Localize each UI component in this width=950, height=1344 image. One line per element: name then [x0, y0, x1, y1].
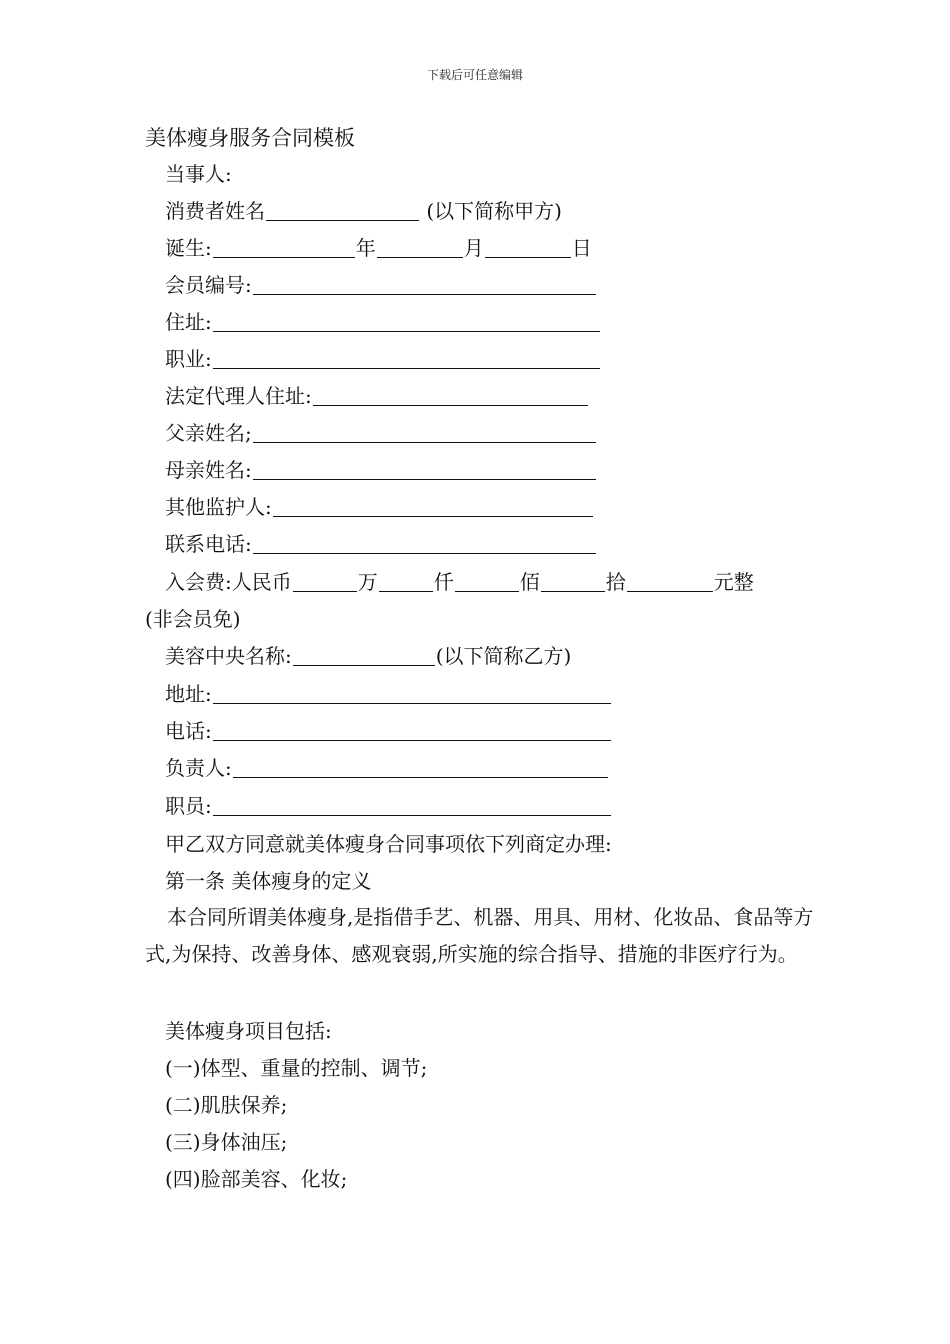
center-address-blank[interactable]	[213, 683, 611, 704]
mother-row	[165, 456, 597, 484]
guardian-row	[165, 493, 594, 521]
member-no-row	[165, 271, 597, 299]
fee-label: 入会费:人民币	[165, 570, 292, 594]
contact-row	[165, 530, 597, 558]
agreement-text: 甲乙双方同意就美体瘦身合同事项依下列商定办理:	[165, 832, 612, 856]
father-row	[165, 419, 597, 447]
consumer-suffix: (以下简称甲方)	[426, 199, 562, 223]
qian-label: 仟	[433, 570, 454, 594]
job-label: 职业:	[165, 347, 212, 371]
fee-qian-blank[interactable]	[379, 571, 433, 592]
mother-label: 母亲姓名:	[165, 458, 252, 482]
mother-blank[interactable]	[253, 459, 596, 480]
staff-label: 职员:	[165, 794, 212, 818]
article1-text: 本合同所谓美体瘦身,是指借手艺、机器、用具、用材、化妆品、食品等方式,为保持、改善身体、感观衰弱,所实施的综合指导、措施的非医疗行为。	[145, 905, 814, 967]
birth-label: 诞生:	[165, 236, 212, 260]
principal-blank[interactable]	[233, 757, 608, 778]
month-label: 月	[463, 236, 484, 260]
center-address-row	[165, 680, 612, 708]
job-row	[165, 345, 601, 373]
wan-label: 万	[357, 570, 378, 594]
center-name-row	[165, 642, 571, 670]
items-intro: 美体瘦身项目包括:	[165, 1019, 332, 1043]
list-item: (一)体型、重量的控制、调节;	[165, 1056, 428, 1080]
year-label: 年	[355, 236, 376, 260]
legal-rep-row	[165, 382, 589, 410]
bai-label: 佰	[519, 570, 540, 594]
staff-blank[interactable]	[213, 795, 611, 816]
father-label: 父亲姓名;	[165, 421, 252, 445]
member-no-blank[interactable]	[253, 274, 596, 295]
center-phone-blank[interactable]	[213, 720, 611, 741]
shi-label: 拾	[605, 570, 626, 594]
center-suffix: (以下简称乙方)	[435, 644, 572, 668]
member-no-label: 会员编号:	[165, 273, 252, 297]
birth-row	[165, 234, 592, 262]
consumer-name-label: 消费者姓名	[165, 199, 265, 223]
address-blank[interactable]	[213, 311, 600, 332]
page-header: 下载后可任意编辑	[426, 68, 523, 82]
address-label: 住址:	[165, 310, 212, 334]
party-label: 当事人:	[165, 162, 232, 186]
center-address-label: 地址:	[165, 682, 212, 706]
consumer-name-row	[165, 197, 562, 225]
job-blank[interactable]	[213, 348, 600, 369]
fee-bai-blank[interactable]	[455, 571, 519, 592]
birth-month-blank[interactable]	[377, 237, 463, 258]
fee-row	[165, 568, 754, 596]
center-name-blank[interactable]	[293, 645, 435, 666]
day-label: 日	[571, 236, 592, 260]
document-title: 美体瘦身服务合同模板	[145, 126, 355, 150]
article1-title: 第一条 美体瘦身的定义	[165, 869, 372, 893]
list-item: (三)身体油压;	[165, 1130, 288, 1154]
yuan-label: 元整	[713, 570, 754, 594]
contact-label: 联系电话:	[165, 532, 252, 556]
consumer-name-blank[interactable]	[266, 200, 419, 221]
birth-year-blank[interactable]	[213, 237, 355, 258]
fee-yuan-blank[interactable]	[627, 571, 713, 592]
guardian-label: 其他监护人:	[165, 495, 272, 519]
list-item: (四)脸部美容、化妆;	[165, 1167, 348, 1191]
center-name-label: 美容中央名称:	[165, 644, 292, 668]
contact-blank[interactable]	[253, 533, 596, 554]
center-phone-row	[165, 717, 612, 745]
list-item: (二)肌肤保养;	[165, 1093, 288, 1117]
address-row	[165, 308, 601, 336]
birth-day-blank[interactable]	[485, 237, 571, 258]
fee-shi-blank[interactable]	[541, 571, 605, 592]
legal-rep-blank[interactable]	[313, 385, 588, 406]
legal-rep-label: 法定代理人住址:	[165, 384, 312, 408]
center-phone-label: 电话:	[165, 719, 212, 743]
staff-row	[165, 792, 612, 820]
fee-note: (非会员免)	[145, 607, 241, 631]
principal-label: 负责人:	[165, 756, 232, 780]
guardian-blank[interactable]	[273, 496, 593, 517]
father-blank[interactable]	[253, 422, 596, 443]
fee-wan-blank[interactable]	[293, 571, 357, 592]
principal-row	[165, 754, 609, 782]
